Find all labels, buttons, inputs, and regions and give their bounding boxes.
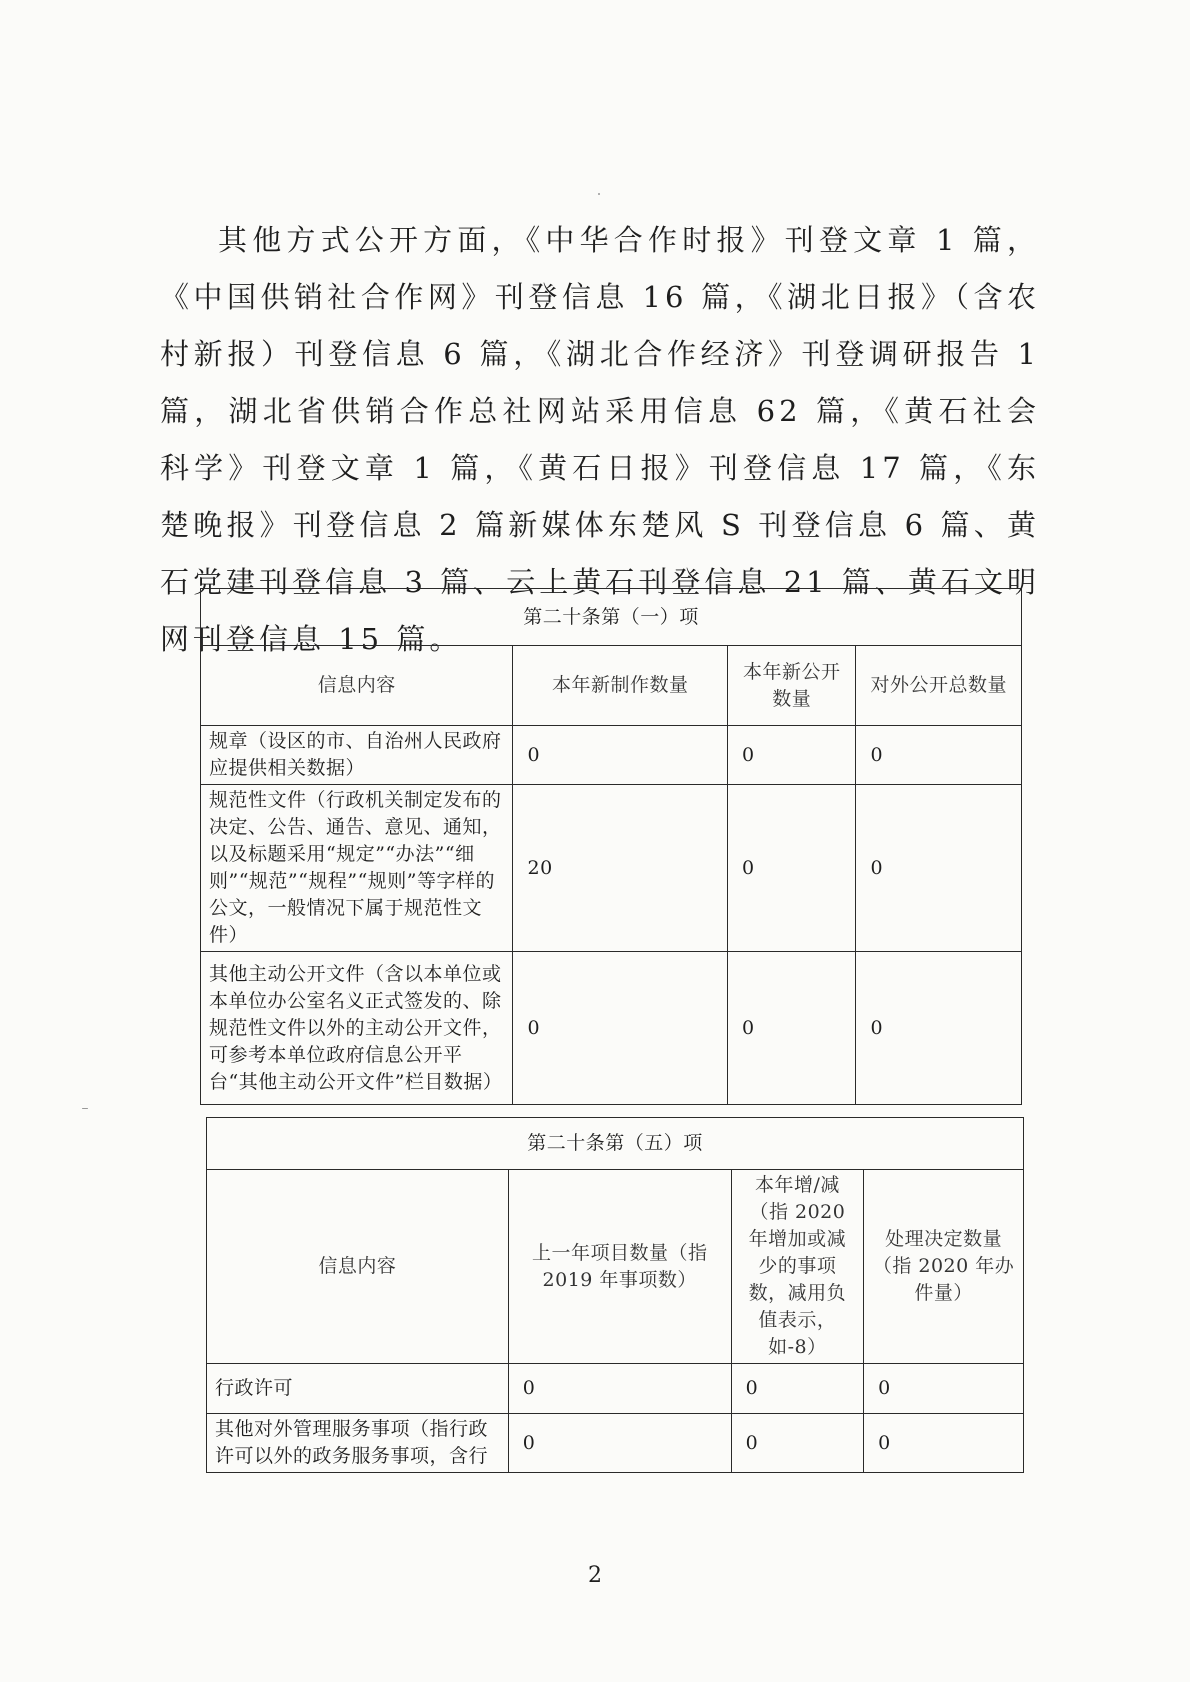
cell-value: 0 [727, 785, 855, 952]
info-table-section-5 [206, 1117, 1024, 1473]
info-table-section-1 [200, 588, 1022, 1105]
table-row [201, 726, 1022, 785]
cell-value: 0 [731, 1364, 863, 1414]
cell-value: 0 [856, 785, 1022, 952]
section-title: 第二十条第（一）项 [201, 589, 1022, 646]
cell-value: 0 [727, 952, 855, 1105]
header-info-content: 信息内容 [201, 646, 513, 726]
cell-value: 0 [513, 726, 728, 785]
cell-value: 20 [513, 785, 728, 952]
table-row [201, 785, 1022, 952]
page-number: 2 [588, 1563, 602, 1588]
scan-speck [82, 1108, 88, 1109]
header-total-published: 对外公开总数量 [856, 646, 1022, 726]
header-new-made: 本年新制作数量 [513, 646, 728, 726]
section-title: 第二十条第（五）项 [207, 1118, 1024, 1170]
header-prev-year-count: 上一年项目数量（指 2019 年事项数） [508, 1170, 731, 1364]
cell-value: 0 [856, 952, 1022, 1105]
header-new-published: 本年新公开数量 [727, 646, 855, 726]
row-label: 规章（设区的市、自治州人民政府应提供相关数据） [201, 726, 513, 785]
scan-speck [598, 193, 600, 195]
header-change: 本年增/减（指 2020 年增加或减少的事项数，减用负值表示，如-8） [731, 1170, 863, 1364]
header-decision-count: 处理决定数量（指 2020 年办件量） [864, 1170, 1024, 1364]
table-row [201, 952, 1022, 1105]
row-label: 规范性文件（行政机关制定发布的决定、公告、通告、意见、通知，以及标题采用“规定”“办法”“细则”“规范”“规程”“规则”等字样的公文，一般情况下属于规范性文件） [201, 785, 513, 952]
cell-value: 0 [513, 952, 728, 1105]
cell-value: 0 [731, 1414, 863, 1473]
cell-value: 0 [508, 1364, 731, 1414]
cell-value: 0 [508, 1414, 731, 1473]
cell-value: 0 [864, 1364, 1024, 1414]
table-row [207, 1364, 1024, 1414]
row-label: 行政许可 [207, 1364, 509, 1414]
table-row [207, 1414, 1024, 1473]
body-paragraph: 其他方式公开方面，《中华合作时报》刊登文章 1 篇，《中国供销社合作网》刊登信息 16 篇，《湖北日报》（含农村新报）刊登信息 6 篇，《湖北合作经济》刊登调研报告 1 篇，湖北省供销合作总社网站采用信息 62 篇，《黄石社会科学》刊登文章 1 篇，《黄石日报》刊登信息 17 篇，《东楚晚报》刊登信息 2 篇新媒体东楚风 S 刊登信息 6 篇、黄石党建刊登信息 3 篇、云上黄石刊登信息 21 篇、黄石文明网刊登信息 15 篇。 [160, 223, 1040, 656]
row-label: 其他主动公开文件（含以本单位或本单位办公室名义正式签发的、除规范性文件以外的主动公开文件，可参考本单位政府信息公开平台“其他主动公开文件”栏目数据） [201, 952, 513, 1105]
cell-value: 0 [856, 726, 1022, 785]
cell-value: 0 [864, 1414, 1024, 1473]
header-info-content: 信息内容 [207, 1170, 509, 1364]
row-label: 其他对外管理服务事项（指行政许可以外的政务服务事项，含行 [207, 1414, 509, 1473]
cell-value: 0 [727, 726, 855, 785]
